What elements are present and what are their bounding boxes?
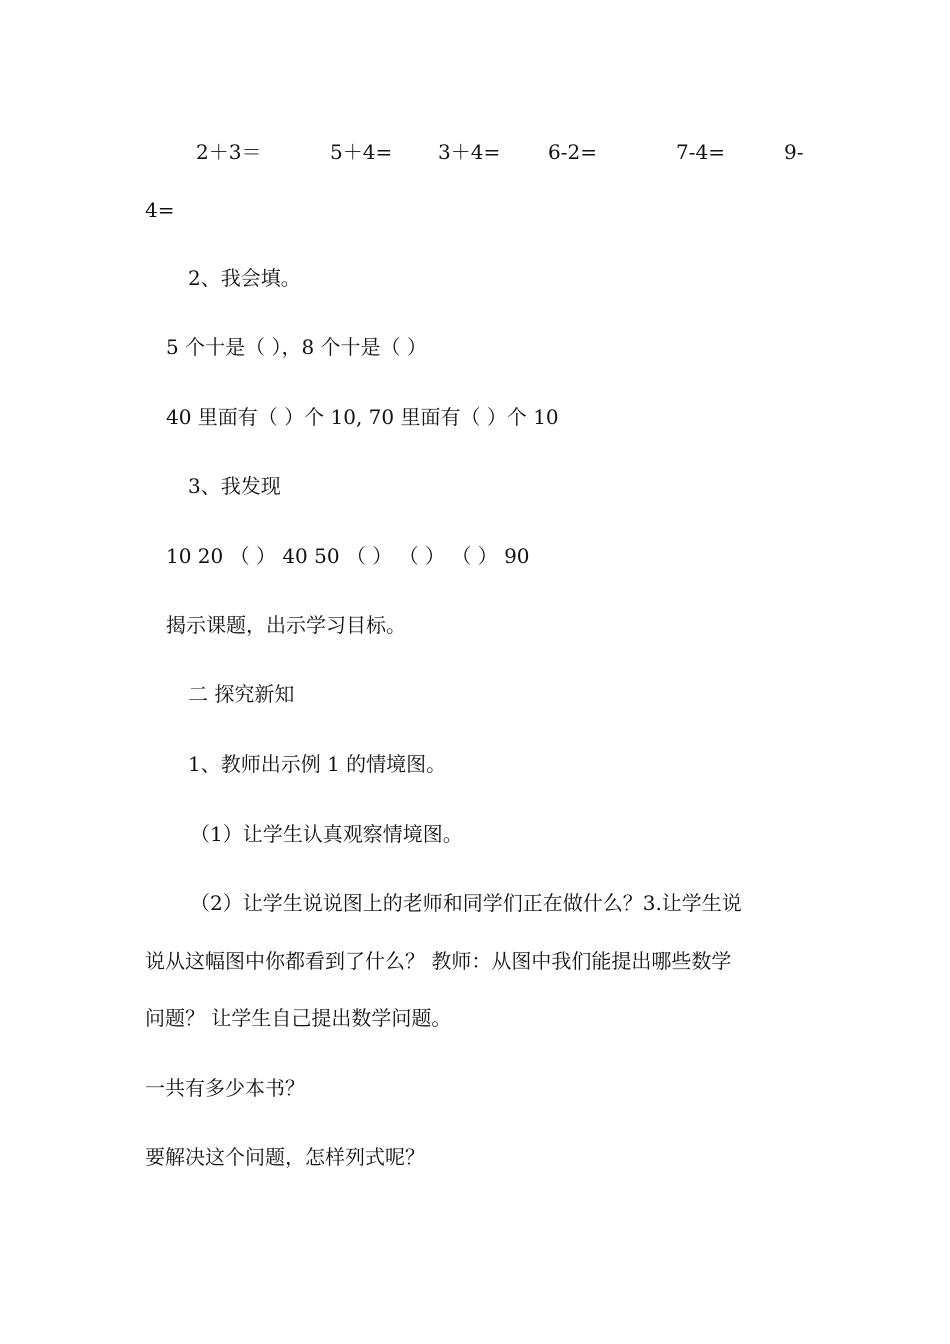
section-heading-discover: 3、我发现 [188,474,281,498]
equation-wrap: 4= [145,198,175,222]
equation-6: 9- [784,140,804,164]
equation-1: 2＋3＝ [196,140,262,164]
question-1: 一共有多少本书？ [145,1076,305,1100]
part-heading: 二 探究新知 [188,682,295,706]
question-2: 要解决这个问题，怎样列式呢？ [145,1145,425,1169]
step-1-sub-1: （1）让学生认真观察情境图。 [190,822,463,846]
sequence-line: 10 20 （ ） 40 50 （ ） （ ） （ ） 90 [166,544,530,568]
paragraph-line-3: 问题？ 让学生自己提出数学问题。 [145,1006,452,1030]
fill-line-1: 5 个十是（ ），8 个十是（ ） [166,335,427,359]
paragraph-line-1: （2）让学生说说图上的老师和同学们正在做什么？3.让学生说 [190,891,742,915]
reveal-line: 揭示课题，出示学习目标。 [166,613,406,637]
paragraph-line-2: 说从这幅图中你都看到了什么？ 教师：从图中我们能提出哪些数学 [145,949,732,973]
equation-2: 5＋4= [330,140,393,164]
step-1: 1、教师出示例 1 的情境图。 [188,752,447,776]
equation-3: 3＋4= [438,140,501,164]
equation-4: 6-2= [548,140,597,164]
fill-line-2: 40 里面有（ ）个 10, 70 里面有（ ）个 10 [166,405,559,429]
equation-5: 7-4= [676,140,725,164]
section-heading-fill: 2、我会填。 [188,266,301,290]
